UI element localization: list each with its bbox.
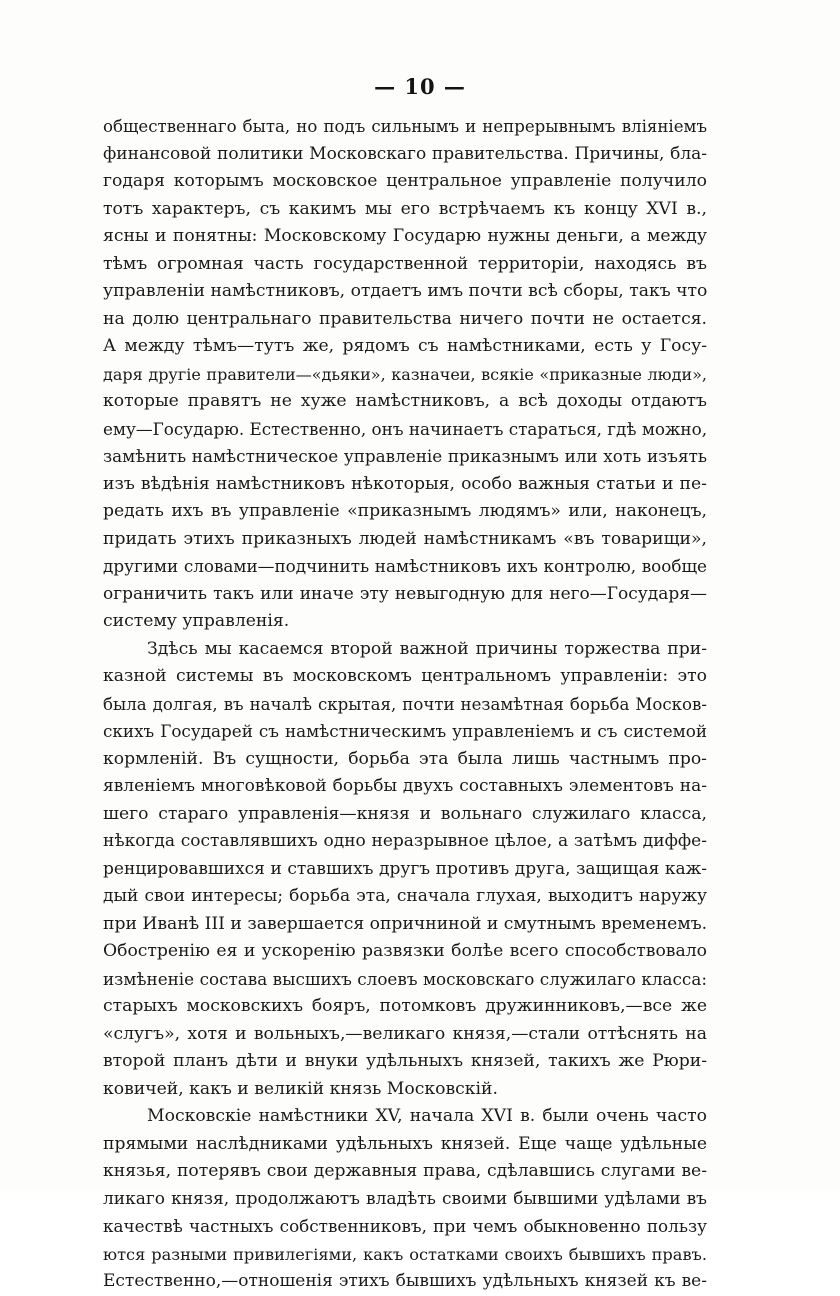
text-line: ковичей, какъ и великій князь Московскій. (103, 1078, 498, 1099)
text-line: явленіемъ многовѣковой борьбы двухъ составныхъ элементовъ на- (103, 776, 707, 796)
page-number: — 10 — (374, 74, 466, 99)
text-line: Здѣсь мы касаемся второй важной причины торжества при- (147, 638, 707, 659)
text-line: А между тѣмъ—тутъ же, рядомъ съ намѣстниками, есть у Госу- (103, 336, 707, 356)
text-line: дый свои интересы; борьба эта, сначала глухая, выходитъ наружу (103, 886, 707, 906)
text-line: ренцировавшихся и ставшихъ другъ противъ друга, защищая каж- (103, 858, 707, 879)
text-line: второй планъ дѣти и внуки удѣльныхъ князей, такихъ же Рюри- (103, 1051, 707, 1071)
text-line: нѣкогда составлявшихъ одно неразрывное цѣлое, а затѣмъ диффе- (103, 831, 707, 851)
text-line: ограничить такъ или иначе эту невыгодную для него—Государя— (103, 583, 707, 604)
text-line: скихъ Государей съ намѣстническимъ управленіемъ и съ системой (103, 721, 707, 741)
text-line: управленіи намѣстниковъ, отдаетъ имъ почти всѣ сборы, такъ что (103, 281, 707, 301)
text-line: придать этихъ приказныхъ людей намѣстникамъ «въ товарищи», (103, 528, 707, 549)
text-line: прямыми наслѣдниками удѣльныхъ князей. Еще чаще удѣльные (103, 1133, 707, 1154)
text-line: на долю центральнаго правительства ничего почти не остается. (103, 308, 707, 329)
text-line: ются разными привилегіями, какъ остатками своихъ бывшихъ правъ. (103, 1244, 707, 1264)
text-line: Естественно,—отношенія этихъ бывшихъ удѣльныхъ князей къ ве- (103, 1271, 707, 1291)
text-line: князья, потерявъ свои державныя права, сдѣлавшись слугами ве- (103, 1161, 707, 1181)
text-line: была долгая, въ началѣ скрытая, почти незамѣтная борьба Москов- (103, 694, 707, 714)
text-line: кормленій. Въ сущности, борьба эта была лишь частнымъ про- (103, 748, 707, 769)
text-line: тотъ характеръ, съ какимъ мы его встрѣчаемъ къ концу XVI в., (103, 198, 707, 219)
text-line: Обостренію ея и ускоренію развязки болѣе всего способствовало (103, 941, 707, 961)
paragraph (103, 113, 707, 636)
text-line: качествѣ частныхъ собственниковъ, при чемъ обыкновенно пользу (103, 1216, 707, 1236)
text-line: редать ихъ въ управленіе «приказнымъ людямъ» или, наконецъ, (103, 501, 707, 521)
text-line: казной системы въ московскомъ центральномъ управленіи: это (103, 666, 707, 686)
paragraph (103, 636, 707, 1104)
text-line: общественнаго быта, но подъ сильнымъ и непрерывнымъ вліяніемъ (103, 117, 707, 136)
text-line: систему управленія. (103, 611, 290, 631)
text-line: изъ вѣдѣнія намѣстниковъ нѣкоторыя, особо важныя статьи и пе- (103, 473, 707, 494)
text-line: ликаго князя, продолжаютъ владѣть своими бывшими удѣлами въ (103, 1188, 707, 1209)
text-line: «слугъ», хотя и вольныхъ,—великаго князя,—стали оттѣснять на (103, 1023, 707, 1044)
paragraph (103, 1103, 707, 1296)
text-line: даря другіе правители—«дьяки», казначеи, всякіе «приказные люди», (103, 364, 707, 384)
text-line: при Иванѣ III и завершается опричниной и смутнымъ временемъ. (103, 913, 707, 934)
text-line: ему—Государю. Естественно, онъ начинаетъ стараться, гдѣ можно, (103, 418, 707, 439)
text-line: годаря которымъ московское центральное управленіе получило (103, 171, 707, 191)
text-line: другими словами—подчинить намѣстниковъ ихъ контролю, вообще (103, 556, 707, 576)
text-line: замѣнить намѣстническое управленіе приказнымъ или хоть изъять (103, 446, 707, 466)
text-line: измѣненіе состава высшихъ слоевъ московскаго служилаго класса: (103, 968, 707, 989)
text-line: старыхъ московскихъ бояръ, потомковъ дружинниковъ,—все же (103, 996, 707, 1016)
text-line: которые правятъ не хуже намѣстниковъ, а всѣ доходы отдаютъ (103, 391, 707, 411)
text-line: шего стараго управленія—князя и вольнаго служилаго класса, (103, 803, 707, 824)
text-line: финансовой политики Московскаго правительства. Причины, бла- (103, 143, 707, 164)
text-line: тѣмъ огромная часть государственной территоріи, находясь въ (103, 253, 707, 274)
text-line: ясны и понятны: Московскому Государю нужны деньги, а между (103, 226, 707, 246)
body-text (103, 113, 707, 1296)
text-line: Московскіе намѣстники XV, начала XVI в. были очень часто (147, 1106, 707, 1126)
